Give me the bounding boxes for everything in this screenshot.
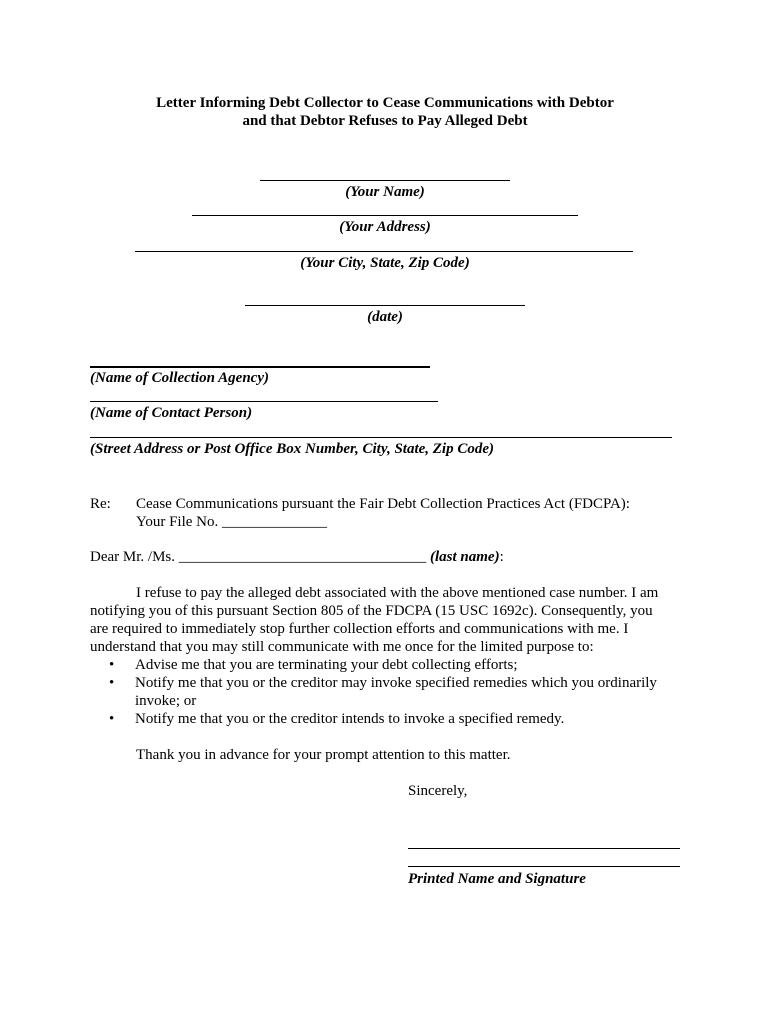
- your-address-line[interactable]: [192, 215, 578, 216]
- your-city-line[interactable]: [135, 251, 633, 252]
- bullet-text: Notify me that you or the creditor intends to invoke a specified remedy.: [135, 711, 565, 727]
- re-label: Re:: [90, 496, 111, 512]
- contact-person-caption: (Name of Contact Person): [90, 405, 253, 421]
- bullet-text: Advise me that you are terminating your debt collecting efforts;: [135, 657, 518, 673]
- bullet-text: Notify me that you or the creditor may invoke specified remedies which you ordinarily invoke; or: [135, 675, 657, 709]
- bullet-icon: •: [109, 711, 115, 727]
- document-title-line-1: Letter Informing Debt Collector to Cease Communications with Debtor: [156, 95, 614, 111]
- salutation-suffix: :: [499, 549, 504, 565]
- street-address-line[interactable]: [90, 437, 672, 438]
- salutation-last-name: (last name): [430, 549, 500, 565]
- sincerely: Sincerely,: [408, 783, 468, 799]
- document-title-line-2: and that Debtor Refuses to Pay Alleged Debt: [242, 113, 528, 129]
- your-name-caption: (Your Name): [345, 184, 425, 200]
- re-line-1: Cease Communications pursuant the Fair Debt Collection Practices Act (FDCPA):: [136, 496, 630, 512]
- signature-line-1[interactable]: [408, 848, 680, 849]
- your-name-line[interactable]: [260, 180, 510, 181]
- collection-agency-caption: (Name of Collection Agency): [90, 370, 269, 386]
- signature-caption: Printed Name and Signature: [408, 871, 586, 887]
- bullet-icon: •: [109, 675, 115, 691]
- signature-line-2[interactable]: [408, 866, 680, 867]
- contact-person-line[interactable]: [90, 401, 438, 402]
- bullet-icon: •: [109, 657, 115, 673]
- body-paragraph: I refuse to pay the alleged debt associated with the above mentioned case number. I am notifying you of this pursuant Section 805 of the FDCPA (15 USC 1692c). Consequently, you are required to immediately stop further collection efforts and communications with me. I understand that you may still communicate with me once for the limited purpose to:: [90, 585, 659, 655]
- re-file-number[interactable]: Your File No. ______________: [136, 514, 327, 530]
- street-address-caption: (Street Address or Post Office Box Number, City, State, Zip Code): [90, 441, 495, 457]
- collection-agency-line[interactable]: [90, 366, 430, 368]
- date-caption: (date): [367, 309, 403, 325]
- thanks-line: Thank you in advance for your prompt attention to this matter.: [136, 747, 511, 763]
- your-city-caption: (Your City, State, Zip Code): [300, 255, 470, 271]
- your-address-caption: (Your Address): [339, 219, 431, 235]
- salutation: [90, 548, 504, 566]
- date-line[interactable]: [245, 305, 525, 306]
- salutation-prefix[interactable]: Dear Mr. /Ms. _________________________________: [90, 549, 427, 565]
